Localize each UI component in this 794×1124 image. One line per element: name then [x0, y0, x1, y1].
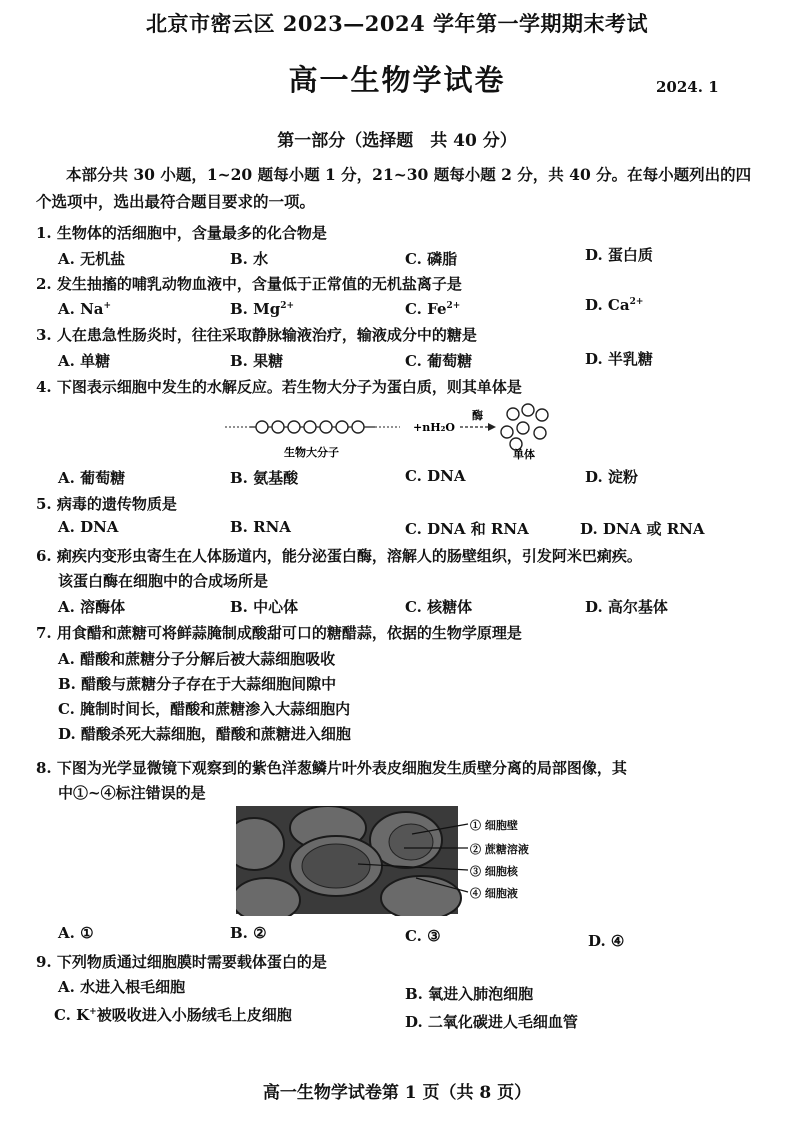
question-5-option-a: A. DNA — [58, 518, 119, 536]
micrograph-label-4: ④ 细胞液 — [470, 887, 518, 900]
micrograph-label-2: ② 蔗糖溶液 — [470, 843, 529, 856]
question-1-option-c: C. 磷脂 — [405, 250, 458, 268]
question-1-option-b: B. 水 — [230, 250, 269, 268]
question-8-stem: 8. 下图为光学显微镜下观察到的紫色洋葱鳞片叶外表皮细胞发生质壁分离的局部图像，其 — [36, 759, 627, 777]
question-5-option-c: C. DNA 和 RNA — [405, 520, 529, 538]
question-8-option-b: B. ② — [230, 924, 267, 942]
question-9-option-b: B. 氧进入肺泡细胞 — [405, 985, 534, 1003]
question-6-option-c: C. 核糖体 — [405, 598, 473, 616]
question-7-option-c: C. 腌制时间长，醋酸和蔗糖渗入大蒜细胞内 — [58, 700, 351, 718]
question-5-stem: 5. 病毒的遗传物质是 — [36, 495, 177, 513]
hydrolysis-diagram — [220, 402, 560, 462]
question-4-option-b: B. 氨基酸 — [230, 469, 299, 487]
question-6-option-b: B. 中心体 — [230, 598, 299, 616]
question-7-stem: 7. 用食醋和蔗糖可将鲜蒜腌制成酸甜可口的糖醋蒜，依据的生物学原理是 — [36, 624, 522, 642]
question-2-option-a: A. Na+ — [58, 300, 112, 318]
question-6-option-a: A. 溶酶体 — [58, 598, 126, 616]
question-4-stem: 4. 下图表示细胞中发生的水解反应。若生物大分子为蛋白质，则其单体是 — [36, 378, 522, 396]
question-2-option-d: D. $Ca^{2+}$ — [585, 296, 644, 314]
question-3-option-a: A. 单糖 — [58, 352, 111, 370]
question-2-stem: 2. 发生抽搐的哺乳动物血液中，含量低于正常值的无机盐离子是 — [36, 275, 462, 293]
question-3-option-b: B. 果糖 — [230, 352, 284, 370]
question-3-option-d: D. 半乳糖 — [585, 350, 653, 368]
question-8-option-a: A. ① — [58, 924, 94, 942]
question-8-option-c: C. ③ — [405, 927, 441, 945]
water-label: +nH₂O — [413, 421, 456, 434]
question-6-stem: 6. 痢疾内变形虫寄生在人体肠道内，能分泌蛋白酶，溶解人的肠壁组织，引发阿米巴痢疾。 — [36, 547, 642, 565]
question-7-option-b: B. 醋酸与蔗糖分子存在于大蒜细胞间隙中 — [58, 675, 337, 693]
reaction-arrow-icon — [488, 423, 496, 431]
question-7-option-d: D. 醋酸杀死大蒜细胞，醋酸和蔗糖进入细胞 — [58, 725, 351, 743]
question-9-option-d: D. 二氧化碳进人毛细血管 — [405, 1013, 578, 1031]
question-9-option-a: A. 水进入根毛细胞 — [58, 978, 186, 996]
question-4-option-d: D. 淀粉 — [585, 468, 638, 486]
question-3-stem: 3. 人在患急性肠炎时，往往采取静脉输液治疗，输液成分中的糖是 — [36, 326, 477, 344]
question-4-option-c: C. DNA — [405, 467, 466, 485]
subject-title: 高一生物学试卷 — [288, 63, 506, 97]
question-9-option-c: C. K+被吸收进入小肠绒毛上皮细胞 — [54, 1006, 292, 1024]
question-6-stem-continued: 该蛋白酶在细胞中的合成场所是 — [58, 572, 269, 590]
question-7-option-a: A. 醋酸和蔗糖分子分解后被大蒜细胞吸收 — [58, 650, 336, 668]
question-8-option-d: D. ④ — [588, 932, 625, 950]
question-9-stem: 9. 下列物质通过细胞膜时需要载体蛋白的是 — [36, 953, 327, 971]
micrograph-label-1: ① 细胞壁 — [470, 819, 518, 832]
question-3-option-c: C. 葡萄糖 — [405, 352, 473, 370]
exam-date: 2024. 1 — [656, 78, 719, 96]
part-title: 第一部分（选择题 共 40 分） — [277, 131, 517, 151]
part-instructions: 本部分共 30 小题，1~20 题每小题 1 分，21~30 题每小题 2 分，共 40 分。在每小题列出的四个选项中，选出最符合题目要求的一项。 — [36, 165, 752, 211]
macromolecule-label: 生物大分子 — [284, 446, 339, 459]
question-8-stem-continued: 中①~④标注错误的是 — [58, 784, 206, 802]
question-5-option-d: D. DNA 或 RNA — [580, 520, 705, 538]
question-2-option-b: B. $Mg^{2+}$ — [230, 300, 295, 318]
question-5-option-b: B. RNA — [230, 518, 291, 536]
question-2-option-c: C. $Fe^{2+}$ — [405, 300, 461, 318]
question-1-stem: 1. 生物体的活细胞中，含量最多的化合物是 — [36, 224, 327, 242]
exam-title: 北京市密云区 2023—2024 学年第一学期期末考试 — [145, 11, 648, 36]
micrograph-label-3: ③ 细胞核 — [470, 865, 518, 878]
question-4-option-a: A. 葡萄糖 — [58, 469, 126, 487]
page-footer: 高一生物学试卷第 1 页（共 8 页） — [262, 1083, 532, 1103]
question-1-option-d: D. 蛋白质 — [585, 246, 653, 264]
monomer-label: 单体 — [513, 448, 535, 461]
question-6-option-d: D. 高尔基体 — [585, 598, 668, 616]
question-1-option-a: A. 无机盐 — [58, 250, 126, 268]
enzyme-label: 酶 — [472, 409, 483, 422]
